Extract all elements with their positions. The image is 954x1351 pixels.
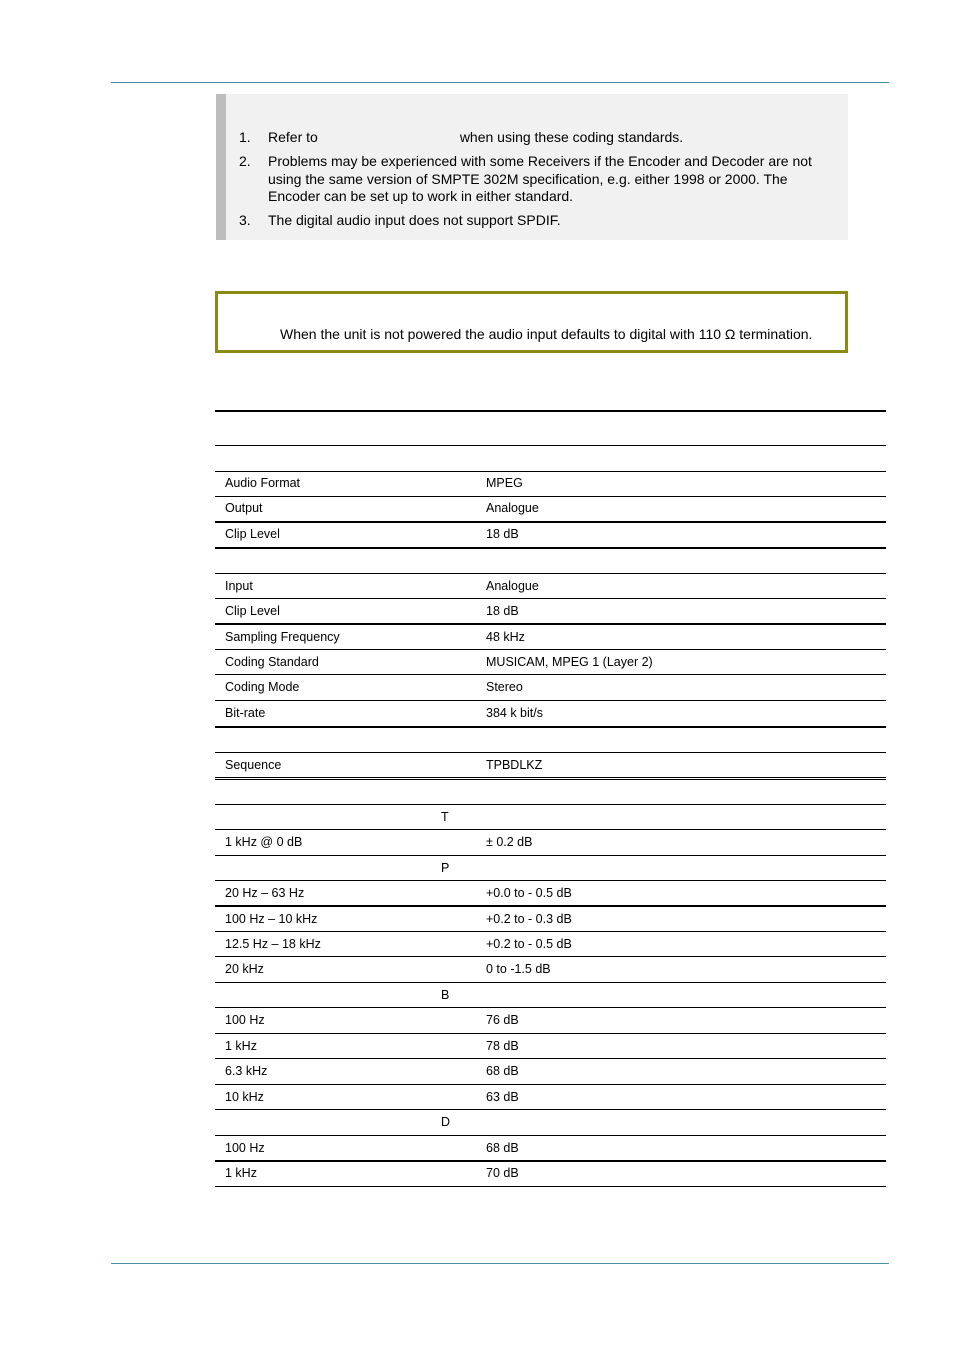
table-rule [215, 410, 886, 412]
table-rule [215, 880, 886, 881]
table-rule [215, 982, 886, 983]
notes-box [216, 94, 848, 240]
row-label: 20 kHz [225, 962, 264, 976]
row-value: 68 dB [486, 1141, 519, 1155]
table-rule [215, 623, 886, 625]
note-text: The digital audio input does not support SPDIF. [268, 212, 561, 228]
note-number: 1. [239, 129, 251, 145]
table-rule [215, 445, 886, 446]
row-value: 18 dB [486, 604, 519, 618]
table-rule [215, 1058, 886, 1059]
row-label: Audio Format [225, 476, 301, 490]
row-label: Coding Standard [225, 655, 319, 669]
row-value: 78 dB [486, 1039, 519, 1053]
note-text-after: when using these coding standards. [459, 129, 684, 145]
table-rule [215, 1084, 886, 1085]
table-rule [215, 752, 886, 753]
table-rule [215, 521, 886, 523]
note-text-before: Refer to [268, 129, 318, 145]
row-value: 0 to -1.5 dB [486, 962, 551, 976]
row-value: 76 dB [486, 1013, 519, 1027]
subheading-text: T [441, 810, 449, 824]
row-value: 68 dB [486, 1064, 519, 1078]
caution-text: When the unit is not powered the audio input defaults to digital with 110 Ω termination. [280, 326, 813, 342]
table-rule [215, 674, 886, 675]
table-rule [215, 547, 886, 549]
row-label: Sampling Frequency [225, 630, 340, 644]
row-label: Output [225, 501, 263, 515]
table-rule [215, 855, 886, 856]
table-rule [215, 1160, 886, 1162]
row-label: 1 kHz [225, 1166, 257, 1180]
row-value: Stereo [486, 680, 523, 694]
note-number: 2. [239, 153, 251, 169]
row-value: +0.2 to - 0.5 dB [486, 937, 572, 951]
row-label: 1 kHz @ 0 dB [225, 835, 303, 849]
note-text: Problems may be experienced with some Receivers if the Encoder and Decoder are not using the same version of SMPTE 302M specification, e.g. either 1998 or 2000. The Encoder can be set up to work in either standard. [268, 153, 812, 204]
table-rule [215, 905, 886, 907]
row-value: +0.2 to - 0.3 dB [486, 912, 572, 926]
row-label: 100 Hz [225, 1141, 265, 1155]
table-rule [215, 1135, 886, 1136]
row-value: +0.0 to - 0.5 dB [486, 886, 572, 900]
table-rule [215, 1007, 886, 1008]
table-rule [215, 1109, 886, 1110]
row-value: ± 0.2 dB [486, 835, 533, 849]
table-rule [215, 1186, 886, 1187]
table-rule [215, 649, 886, 650]
row-label: 100 Hz – 10 kHz [225, 912, 318, 926]
row-label: 100 Hz [225, 1013, 265, 1027]
caution-box [215, 291, 848, 353]
row-label: 1 kHz [225, 1039, 257, 1053]
row-value: Analogue [486, 579, 539, 593]
subheading-text: D [441, 1115, 451, 1129]
row-value: MPEG [486, 476, 523, 490]
table-rule [215, 700, 886, 701]
subheading-text: P [441, 861, 450, 875]
row-label: Clip Level [225, 527, 280, 541]
note-text [268, 129, 838, 147]
row-label: Sequence [225, 758, 282, 772]
header-rule [111, 82, 889, 83]
row-value: 384 k bit/s [486, 706, 543, 720]
footer-rule [111, 1263, 889, 1264]
row-value: 18 dB [486, 527, 519, 541]
table-rule [215, 471, 886, 472]
row-value: 70 dB [486, 1166, 519, 1180]
table-rule [215, 573, 886, 574]
row-label: 6.3 kHz [225, 1064, 268, 1078]
table-rule [215, 931, 886, 932]
row-value: MUSICAM, MPEG 1 (Layer 2) [486, 655, 653, 669]
row-value: 48 kHz [486, 630, 525, 644]
row-label: Coding Mode [225, 680, 300, 694]
row-value: 63 dB [486, 1090, 519, 1104]
table-rule [215, 1033, 886, 1034]
row-value: TPBDLKZ [486, 758, 543, 772]
table-rule [215, 804, 886, 805]
row-label: Clip Level [225, 604, 280, 618]
row-label: 12.5 Hz – 18 kHz [225, 937, 321, 951]
table-rule [215, 598, 886, 599]
row-label: 10 kHz [225, 1090, 264, 1104]
row-label: Bit-rate [225, 706, 266, 720]
table-rule [215, 777, 886, 778]
table-rule [215, 829, 886, 830]
table-rule [215, 956, 886, 957]
table-rule [215, 496, 886, 497]
row-label: 20 Hz – 63 Hz [225, 886, 305, 900]
table-rule [215, 779, 886, 780]
row-value: Analogue [486, 501, 539, 515]
note-number: 3. [239, 212, 251, 228]
row-label: Input [225, 579, 253, 593]
table-rule [215, 726, 886, 728]
subheading-text: B [441, 988, 450, 1002]
